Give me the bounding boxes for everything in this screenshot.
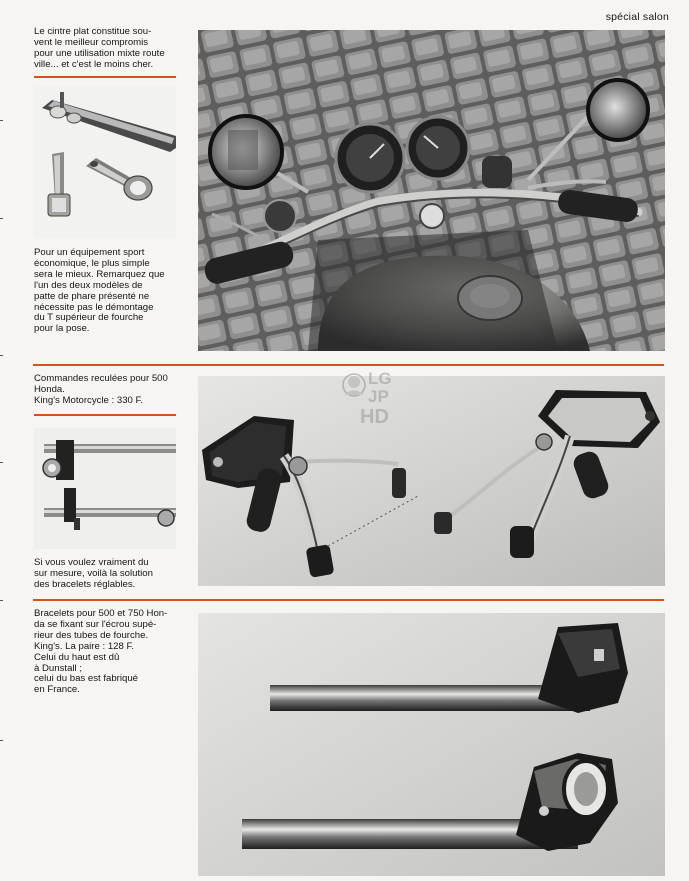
caption-rule xyxy=(34,76,176,78)
caption-rearsets: Commandes reculées pour 500 Honda. King's Motorcycle : 330 F. xyxy=(34,373,168,406)
photo-headlight-brackets xyxy=(34,86,176,238)
section-divider xyxy=(33,364,664,366)
photo-clipons xyxy=(198,613,665,876)
photo-adjustable-clipons xyxy=(34,428,176,549)
caption-rule xyxy=(34,414,176,416)
section-divider xyxy=(33,599,664,601)
watermark-logo xyxy=(340,367,404,437)
caption-flat-handlebar: Le cintre plat constitue sou- vent le meilleur compromis pour une utilisation mixte route ville... et c'est le moins cher. xyxy=(34,26,165,70)
page-edge-marks xyxy=(0,0,4,876)
photo-rearsets xyxy=(198,376,665,586)
watermark-line-2: JP xyxy=(368,387,389,406)
caption-clipons: Bracelets pour 500 et 750 Hon- da se fixant sur l'écrou supé- rieur des tubes de fourche. King's. La paire : 128 F. Celui du haut est dû à Dunstall ; celui du bas est fabriqué en France. xyxy=(34,608,168,696)
caption-sport-equipment: Pour un équipement sport économique, le plus simple sera le mieux. Remarquez que l'un des deux modèles de patte de phare présenté ne nécessite pas le démontage du T supérieur de fourche pour la pose. xyxy=(34,247,165,335)
watermark-line-3: HD xyxy=(360,406,389,428)
caption-custom-fit: Si vous voulez vraiment du sur mesure, voilà la solution des bracelets réglables. xyxy=(34,557,153,590)
watermark-line-1: LG xyxy=(368,369,392,388)
photo-handlebar-motorcycle xyxy=(198,30,665,351)
section-label: spécial salon xyxy=(605,11,669,23)
